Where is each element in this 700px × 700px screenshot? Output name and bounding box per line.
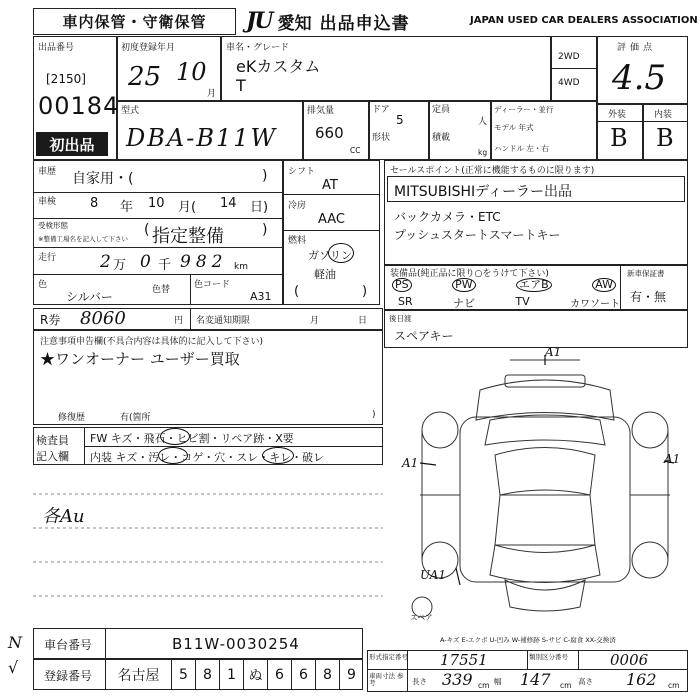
shift-value: AT (322, 178, 338, 193)
fuel-label: 燃料 (288, 236, 307, 246)
equipment-sr: SR (398, 295, 413, 308)
first-listing-badge: 初出品 (36, 132, 108, 156)
inspection-label: 車検 (38, 197, 57, 207)
plate-cells (105, 659, 363, 690)
model-code: DBA-B11W (126, 124, 278, 152)
fuel-paren-close: ) (362, 284, 368, 299)
height-unit: cm (668, 681, 680, 690)
storage-label: 車内保管・守衛保管 (62, 13, 207, 31)
inspector-label-1: 検査員 (36, 434, 69, 447)
rating-score: 4.5 (612, 58, 667, 98)
receipt-value: 指定整備 (152, 226, 224, 247)
length-value: 339 (442, 670, 473, 689)
length-label: 長さ (412, 677, 427, 686)
mileage-rest: 982 (180, 252, 228, 272)
car-body-diagram (400, 345, 690, 625)
color-code: A31 (250, 290, 272, 303)
type-number-value: 17551 (440, 651, 488, 669)
color-change-label: 色替 (152, 285, 171, 295)
after-delivery-value: スペアキー (394, 329, 454, 343)
comment-area-lines (33, 470, 383, 620)
chassis-label: 車台番号 (44, 638, 93, 652)
height-value: 162 (626, 670, 657, 689)
plate-cell: ぬ (243, 659, 267, 690)
ju-logo (246, 8, 410, 34)
scuff-circle (262, 447, 294, 464)
margin-mark-n: N (8, 633, 22, 652)
equipment-aw: AW (592, 278, 616, 292)
equipment-row-1 (392, 278, 616, 292)
length-unit: cm (478, 681, 490, 690)
color-value: シルバー (66, 290, 113, 304)
equipment-navi: ナビ (453, 297, 475, 310)
displacement-value: 660 (315, 124, 344, 142)
notes-text: ★ワンオーナー ユーザー買取 (40, 350, 240, 368)
interior-label: 内装 (654, 110, 673, 120)
fuel-paren-open: ( (294, 284, 300, 299)
color-code-label: 色コード (194, 280, 231, 290)
tax-label: R券 (40, 313, 61, 327)
equipment-airbag: エアB (516, 278, 552, 292)
rating-label: 評価点 (617, 43, 657, 53)
cooling-label: 冷房 (288, 201, 307, 211)
class-number-label: 類別区分番号 (529, 653, 568, 661)
listing-number: 00184 (38, 92, 120, 120)
notice-day-unit: 日 (358, 316, 368, 326)
history-close: ) (262, 168, 268, 184)
plate-cell: 8 (315, 659, 339, 690)
repair-value: 有(箇所 (120, 413, 151, 423)
drive-2wd: 2WD (558, 52, 580, 62)
warranty-label: 新車保証書 (627, 269, 665, 278)
registration-month-unit: 月 (207, 89, 217, 99)
plate-label: 登録番号 (44, 669, 93, 683)
dealer-label: ディーラー・並行 (494, 105, 554, 114)
equipment-label: 装備品(純正品に限り○をうけて下さい) (390, 269, 549, 279)
receipt-paren-close: ) (262, 222, 268, 238)
shift-label: シフト (288, 167, 316, 177)
inspection-year: 8 (90, 196, 99, 211)
plate-cell: 名古屋 (105, 659, 171, 690)
displacement-label: 排気量 (307, 106, 335, 116)
notice-month-unit: 月 (310, 316, 320, 326)
selling-point-1: MITSUBISHIディーラー出品 (394, 184, 573, 200)
height-label: 高さ (578, 677, 593, 686)
receipt-note: ※整備工場名を記入して下さい (38, 235, 128, 243)
mileage-sen-unit: 千 (158, 258, 172, 273)
width-value: 147 (520, 670, 551, 689)
fuel-gas-circle (328, 243, 354, 263)
plate-cell: 6 (267, 659, 291, 690)
cc-unit: CC (350, 146, 361, 155)
receipt-paren-open: ( (144, 222, 150, 238)
interior-grade: B (656, 124, 674, 152)
repair-close: ) (372, 410, 376, 420)
inspection-day: 14 (220, 196, 237, 211)
repair-label: 修復歴 (58, 413, 86, 423)
inspection-month: 10 (148, 196, 165, 211)
form-title: 出品申込書 (319, 13, 410, 34)
drive-4wd: 4WD (558, 78, 580, 88)
type-number-label: 形式指定番号 (369, 653, 408, 661)
selling-points-label: セールスポイント(正常に機能するものに限ります) (390, 166, 595, 176)
stain-circle (158, 447, 188, 464)
capacity-label: 定員 (432, 105, 451, 115)
equipment-pw: PW (452, 278, 476, 292)
width-label: 幅 (494, 677, 502, 686)
cooling-value: AAC (318, 212, 345, 227)
vehicle-name: eKカスタム (236, 57, 321, 76)
fuel-light-oil: 軽油 (314, 268, 336, 281)
storage-label-box (33, 8, 236, 35)
equipment-row-2 (398, 295, 620, 311)
plate-cell: 9 (339, 659, 363, 690)
lot-prefix: [2150] (46, 72, 86, 86)
load-label: 積載 (432, 133, 451, 143)
first-registration-label: 初度登録年月 (121, 43, 176, 53)
tax-value: 8060 (80, 308, 126, 329)
color-label: 色 (38, 280, 48, 290)
mileage-label: 走行 (38, 253, 57, 263)
warranty-value: 有・無 (630, 290, 667, 304)
history-value: 自家用・( (72, 171, 134, 187)
registration-year: 25 (128, 62, 162, 92)
exterior-grade: B (610, 124, 628, 152)
history-label: 車歴 (38, 167, 57, 177)
class-number-value: 0006 (610, 651, 649, 669)
inspector-comment: 各Au (42, 506, 85, 527)
inspector-row-2: 内装 キズ・汚レ・コゲ・穴・スレ・キレ・破レ (90, 451, 325, 464)
registration-month: 10 (176, 58, 207, 86)
exterior-label: 外装 (608, 110, 627, 120)
inspector-row-1: FW キズ・飛石・ヒビ割・リペア跡・X要 (90, 432, 294, 445)
tax-unit: 円 (174, 316, 184, 326)
shape-label: 形状 (372, 133, 391, 143)
inspector-label-2: 記入欄 (36, 450, 69, 463)
equipment-ps: PS (392, 278, 412, 292)
plate-cell: 1 (219, 659, 243, 690)
chassis-value: B11W-0030254 (172, 635, 300, 653)
capacity-unit: 人 (478, 117, 488, 127)
model-year-label: モデル 年式 (494, 123, 534, 132)
plate-cell: 5 (171, 659, 195, 690)
spare-label: スペア (410, 613, 433, 622)
after-delivery-label: 後日渡 (389, 314, 412, 323)
flying-stone-circle (160, 428, 190, 445)
doors-value: 5 (396, 113, 404, 127)
receipt-label: 受検形態 (38, 221, 68, 230)
notice-label: 名変通知期限 (196, 316, 251, 326)
vehicle-grade: T (236, 76, 246, 95)
doors-label: ドア (372, 105, 390, 115)
damage-mark-right: A1 (664, 452, 681, 466)
model-label: 型式 (121, 106, 140, 116)
damage-legend: A-キズ E-エクボ U-凹み W-補修跡 S-サビ C-腐食 XX-交換済 (440, 636, 616, 644)
ju-logo-mark: JU (246, 8, 272, 34)
equipment-tv: TV (515, 295, 530, 308)
damage-mark-left: A1 (402, 456, 419, 470)
equipment-other: カワソート (569, 299, 620, 310)
inspection-day-unit: 日) (250, 200, 269, 215)
plate-cell: 8 (195, 659, 219, 690)
mileage-man: 2 (100, 252, 111, 272)
mileage-unit: km (234, 262, 248, 272)
mileage-man-unit: 万 (113, 258, 127, 273)
listing-number-label: 出品番号 (38, 43, 75, 53)
inspection-year-unit: 年 (120, 200, 134, 215)
damage-mark-rear: UA1 (420, 568, 447, 582)
notes-label: 注意事項申告欄(不具合内容は具体的に記入して下さい) (40, 337, 264, 347)
width-unit: cm (560, 681, 572, 690)
mileage-sen: 0 (140, 252, 151, 272)
plate-cell: 6 (291, 659, 315, 690)
load-unit: kg (478, 148, 488, 157)
size-label: 車両寸法 参考 (369, 672, 404, 688)
margin-mark-check: √ (8, 658, 19, 677)
damage-mark-top: A1 (545, 345, 562, 359)
inspection-month-unit: 月( (178, 200, 197, 215)
selling-point-3: プッシュスタートスマートキー (394, 228, 561, 242)
association-name: JAPAN USED CAR DEALERS ASSOCIATION (470, 15, 698, 26)
fuel-gas: ガソリン (308, 249, 352, 262)
vehicle-name-label: 車名・グレード (226, 43, 290, 53)
handle-label: ハンドル 左・右 (494, 144, 549, 153)
selling-point-2: バックカメラ・ETC (394, 210, 501, 224)
org-name: 愛知 (277, 13, 312, 34)
